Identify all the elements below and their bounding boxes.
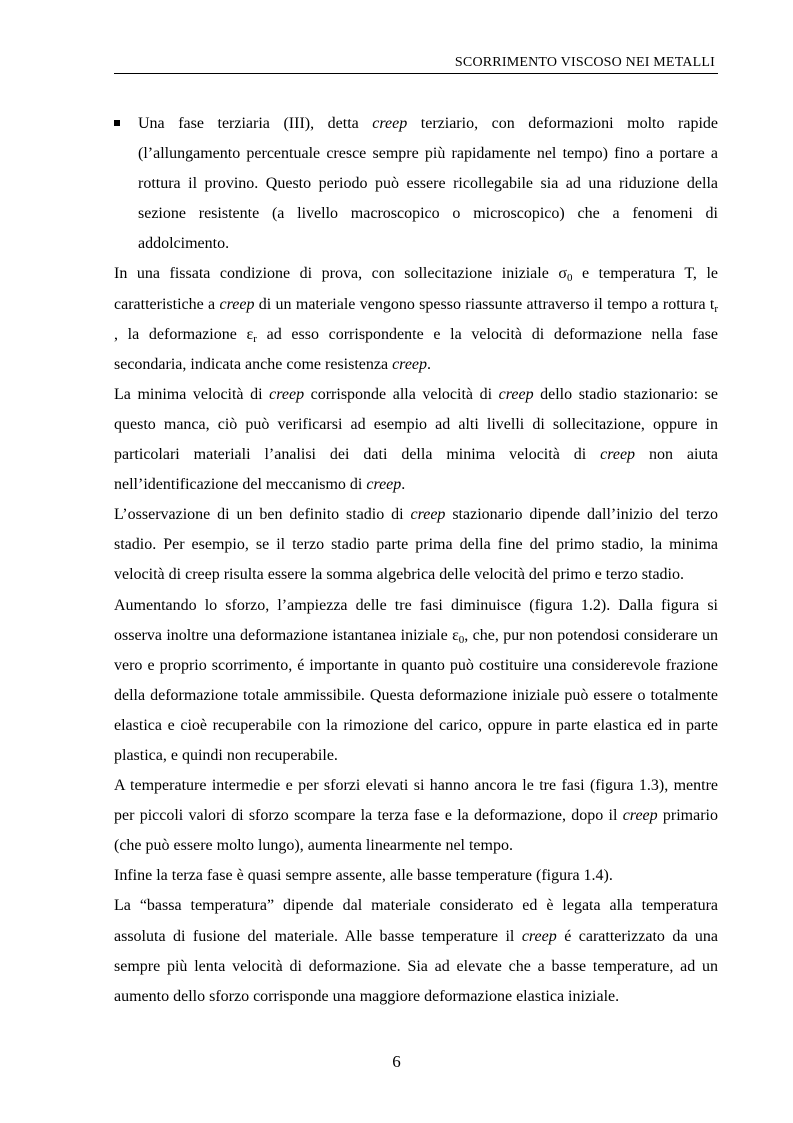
paragraph-low-temperatures [114, 861, 718, 891]
text-run: , che, pur non potendosi considerare un vero e proprio scorrimento, é importante in quanto può costituire una considerevole frazione della deformazione totale ammissibile. Questa deformazione iniziale può essere o totalmente elastica e cioè recuperabile con la rimozione del carico, oppure in parte elastica ed in parte plastica, e quindi non recuperabile. [114, 626, 719, 764]
text-run: di un materiale vengono spesso riassunte attraverso il tempo a rottura t [254, 295, 715, 313]
sigma-symbol: σ [558, 265, 567, 283]
text-run: L’osservazione di un ben definito stadio di [114, 506, 411, 524]
text-run: Infine la terza fase è quasi sempre assente, alle basse temperature (figura 1.4). [114, 867, 613, 885]
italic-term: creep [498, 385, 534, 403]
italic-term: creep [410, 506, 446, 524]
text-run: Una fase terziaria (III), detta [138, 115, 373, 132]
text-run: , la deformazione [114, 325, 247, 343]
italic-term: creep [372, 115, 408, 132]
text-run: dello stadio stazionario: se questo manca, ciò può verificarsi ad esempio ad alti livelli di sollecitazione, oppure in particolari materiali l’analisi dei dati della minima velocità di [114, 385, 719, 464]
running-head: SCORRIMENTO VISCOSO NEI METALLI [454, 55, 715, 70]
text-run: Aumentando lo sforzo, l’ampiezza delle tre fasi diminuisce (figura 1.2). Dalla figura si osserva inoltre una deformazione istantanea iniziale [114, 596, 718, 644]
text-run: . [401, 476, 406, 494]
paragraph-stationary-stage [114, 500, 718, 590]
text-run: La “bassa temperatura” dipende dal materiale considerato ed è legata alla temperatura assoluta di fusione del materiale. Alle basse temperature il [114, 897, 718, 945]
subscript: r [714, 302, 719, 315]
italic-term: creep [622, 807, 658, 825]
bullet-item-tertiary-phase [114, 109, 718, 259]
italic-term: creep [600, 446, 636, 464]
text-run: La minima velocità di [114, 385, 270, 403]
square-bullet-icon [114, 120, 120, 126]
text-run: In una fissata condizione di prova, con sollecitazione iniziale [114, 265, 559, 283]
italic-term: creep [219, 295, 255, 313]
epsilon-symbol: ε [452, 626, 459, 644]
text-run: primario (che può essere molto lungo), aumenta linearmente nel tempo. [114, 807, 719, 855]
text-run: ad esso corrispondente e la velocità di deformazione nella fase secondaria, indicata anche come resistenza [114, 325, 719, 373]
text-run: e temperatura T, le caratteristiche a [114, 265, 718, 313]
italic-term: creep [521, 927, 557, 945]
text-run: A temperature intermedie e per sforzi elevati si hanno ancora le tre fasi (figura 1.3), mentre per piccoli valori di sforzo scompare la terza fase e la deformazione, dopo il [114, 777, 718, 825]
paragraph-test-conditions [114, 259, 718, 379]
text-run: é caratterizzato da una sempre più lenta velocità di deformazione. Sia ad elevate che a basse temperature, ad un aumento dello sforzo corrisponde una maggiore deformazione elastica iniziale. [114, 927, 719, 1005]
text-run: . [427, 355, 432, 373]
body-text [114, 109, 718, 1012]
italic-term: creep [269, 385, 305, 403]
text-run: non aiuta nell’identificazione del meccanismo di [114, 446, 718, 494]
text-run: terziario, con deformazioni molto rapide (l’allungamento percentuale cresce sempre più rapidamente nel tempo) fino a portare a rottura il provino. Questo periodo può essere ricollegabile sia ad una riduzione della sezione resistente (a livello macroscopico o microscopico) che a fenomeni di addolcimento. [138, 115, 718, 253]
paragraph-low-temperature-definition [114, 891, 718, 1011]
italic-term: creep [366, 476, 402, 494]
paragraph-minimum-creep-rate [114, 380, 718, 500]
subscript: 0 [458, 633, 465, 646]
page-number: 6 [392, 1052, 401, 1071]
paragraph-intermediate-temperatures [114, 771, 718, 861]
italic-term: creep [392, 355, 428, 373]
subscript: 0 [567, 272, 573, 285]
text-run: corrisponde alla velocità di [304, 385, 499, 403]
header-rule [114, 73, 718, 74]
text-run: stazionario dipende dall’inizio del terzo stadio. Per esempio, se il terzo stadio parte prima della fine del primo stadio, la minima velocità di creep risulta essere la somma algebrica delle velocità del primo e terzo stadio. [114, 506, 718, 584]
paragraph-instantaneous-strain [114, 591, 718, 772]
subscript: r [253, 332, 257, 345]
epsilon-symbol: ε [246, 325, 254, 343]
